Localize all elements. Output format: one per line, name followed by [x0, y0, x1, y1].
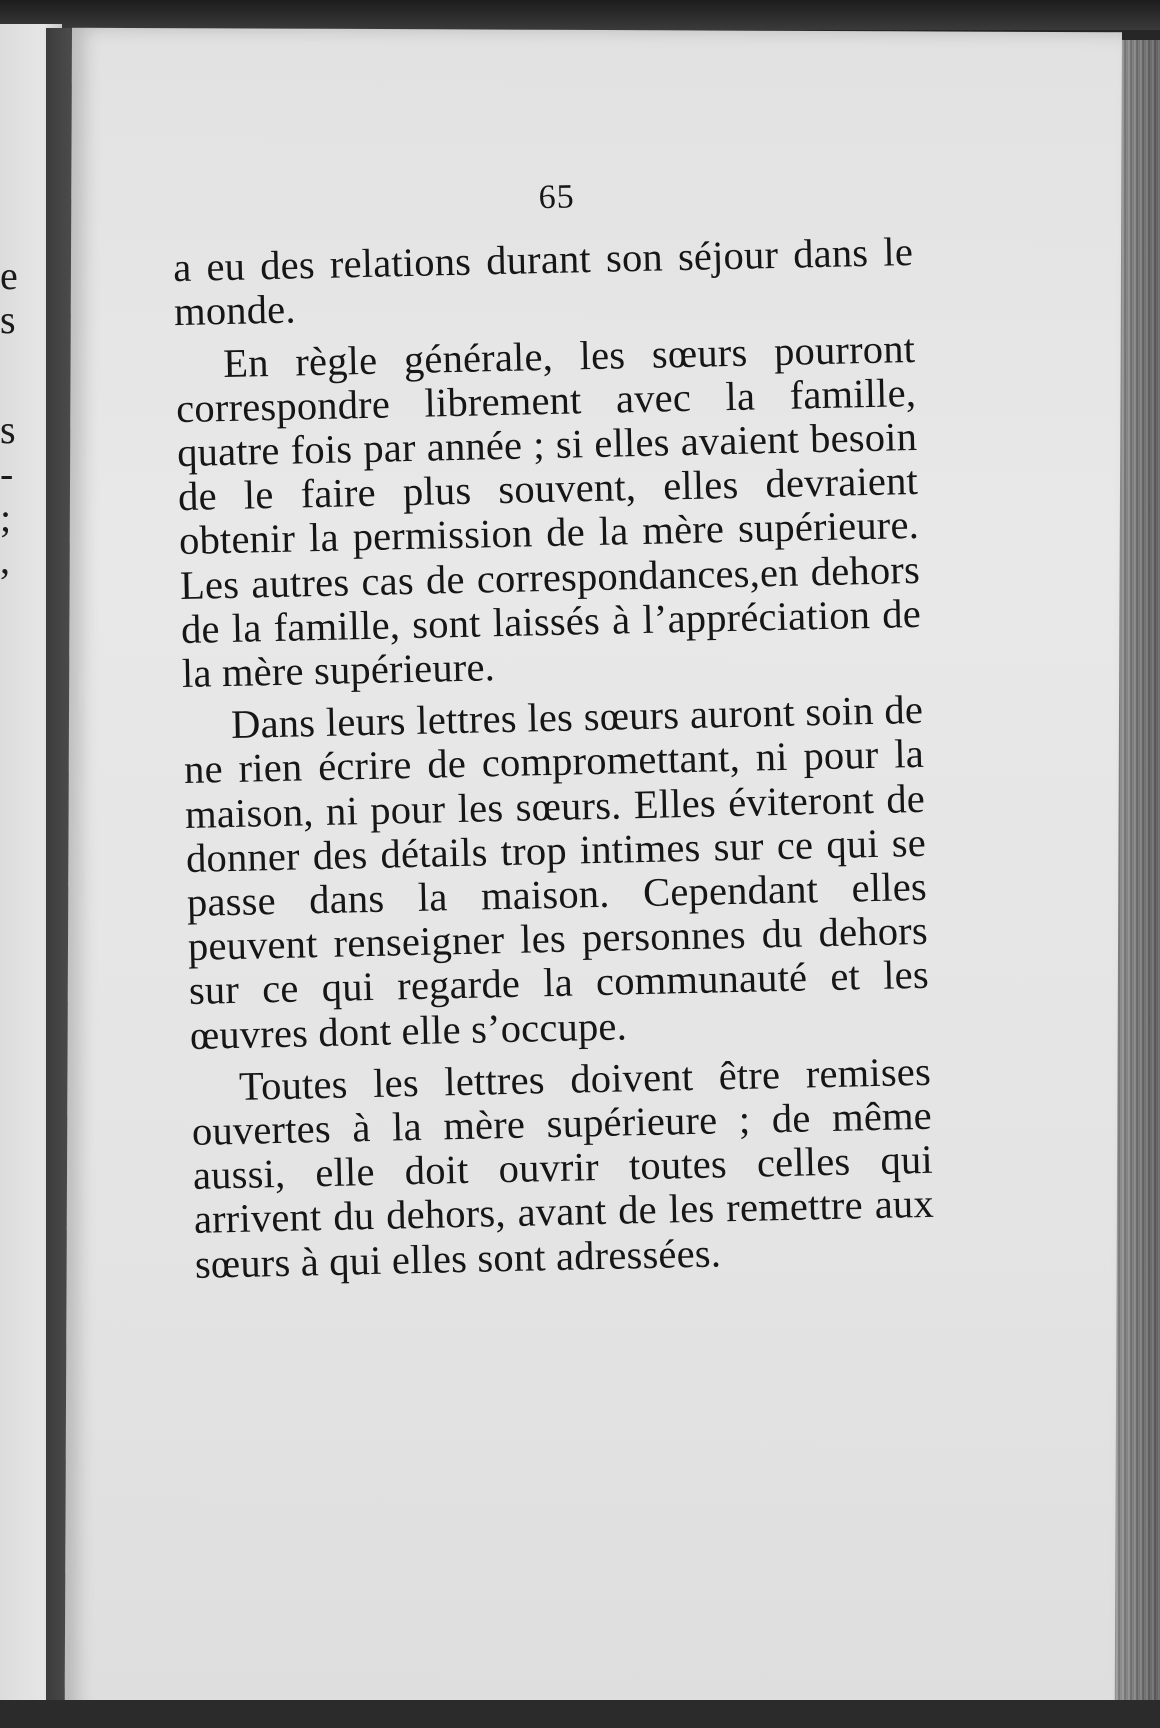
left-page-fragment: ; [0, 495, 12, 540]
page-number: 65 [538, 178, 576, 217]
paragraph: a eu des relations durant son séjour dans le monde. [172, 229, 914, 335]
left-page-fragment: s [0, 407, 16, 452]
page-text [171, 168, 935, 1287]
left-page-fragment: s [0, 297, 16, 342]
paragraph: Toutes les lettres doivent être remises ouvertes à la mère supérieure ; de même aussi, elle doit ouvrir toutes celles qui arrivent du dehors, avant de les remettre aux sœurs à qui elles sont adressées. [191, 1048, 935, 1287]
bottom-background [0, 1700, 1160, 1728]
book-page [65, 28, 1122, 1723]
left-page-fragment: e [0, 253, 18, 298]
paragraph: En règle générale, les sœurs pourront correspondre librement avec la famille, quatre fois par année ; si elles avaient besoin de le faire plus souvent, elles devraient obtenir la permission de la mère supérieure. Les autres cas de correspondances,en dehors de la famille, sont laissés à l’appréciation de la mère supérieure. [175, 325, 922, 697]
paragraph: Dans leurs lettres les sœurs auront soin de ne rien écrire de compromettant, ni pour la maison, ni pour les sœurs. Elles éviteront de donner des détails trop intimes sur ce qui se passe dans la maison. Cependant elles peuvent renseigner les personnes du dehors sur ce qui regarde la communauté et les œuvres dont elle s’occupe. [183, 687, 930, 1058]
left-page-fragment: - [0, 451, 14, 496]
top-background [0, 0, 1160, 30]
left-page-fragment: , [0, 537, 10, 582]
